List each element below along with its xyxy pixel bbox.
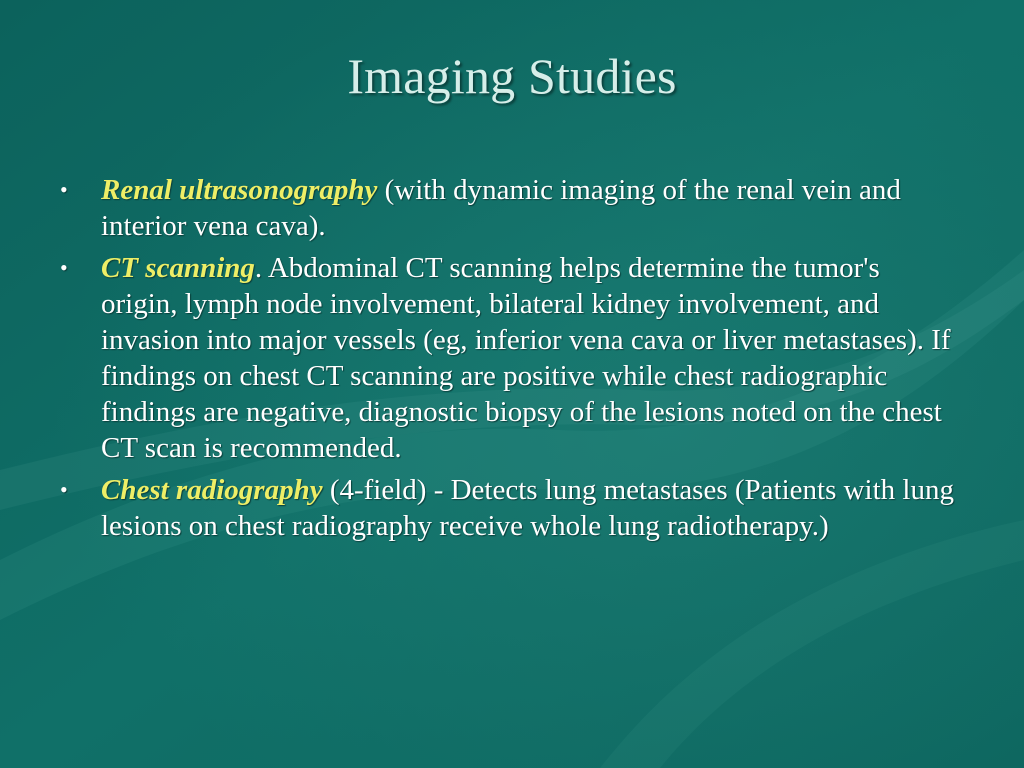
bullet-item-chest-radiography <box>60 472 960 544</box>
bullet-text: (4-field) - Detects lung metastases (Patients with lung lesions on chest radiography receive whole lung radiotherapy.) <box>101 474 954 542</box>
bullet-text: (with dynamic imaging of the renal vein and interior vena cava). <box>101 174 901 242</box>
bullet-text: . Abdominal CT scanning helps determine the tumor's origin, lymph node involvement, bilateral kidney involvement, and invasion into major vessels (eg, inferior vena cava or liver metastases). If findings on chest CT scanning are positive while chest radiographic findings are negative, diagnostic biopsy of the lesions noted on the chest CT scan is recommended. <box>101 252 951 464</box>
bullet-term: CT scanning <box>101 252 255 284</box>
bullet-icon: • <box>60 255 68 280</box>
slide-title: Imaging Studies <box>347 48 677 104</box>
bullet-term: Renal ultrasonography <box>101 174 378 206</box>
bullet-term: Chest radiography <box>101 474 323 506</box>
bullet-list <box>60 172 960 550</box>
bullet-icon: • <box>60 177 68 202</box>
bullet-icon: • <box>60 477 68 502</box>
bullet-item-ct-scanning <box>60 250 960 466</box>
bullet-item-renal-ultrasonography <box>60 172 960 244</box>
